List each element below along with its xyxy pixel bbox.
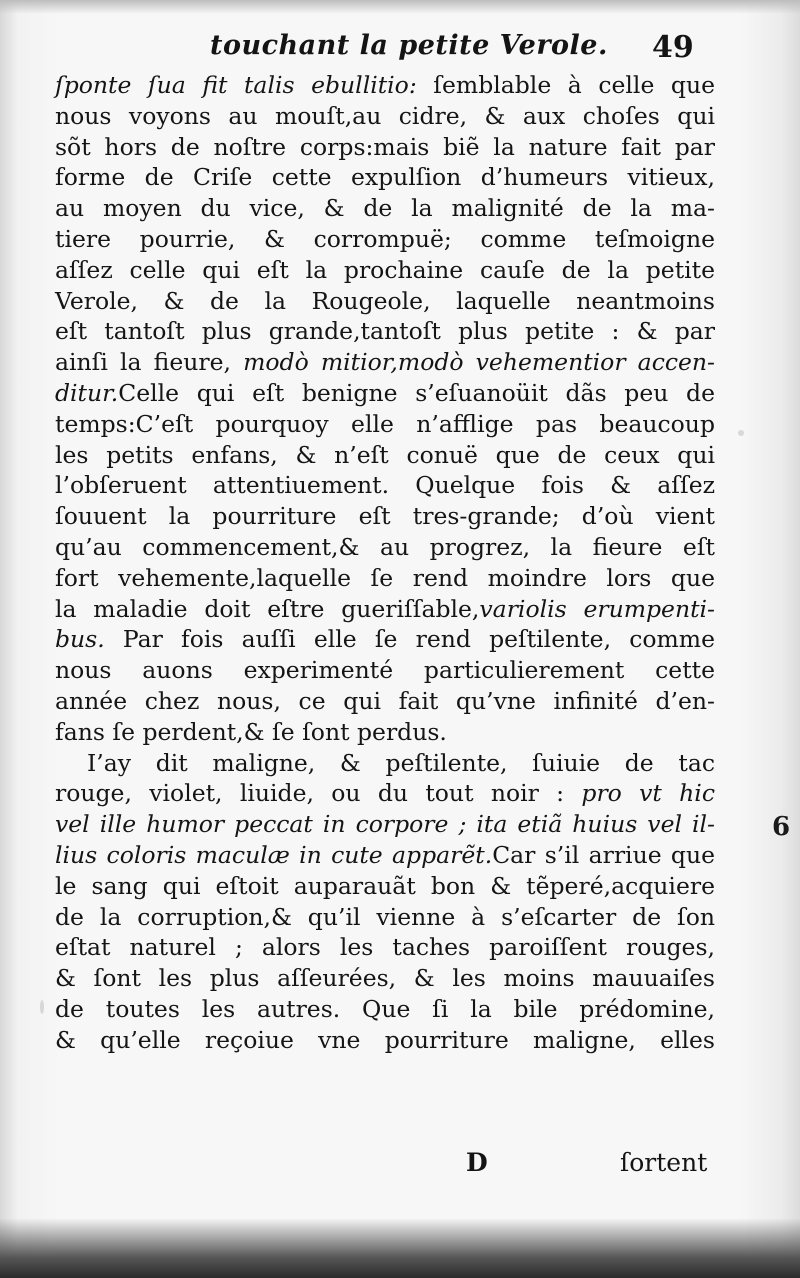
text-line (55, 470, 715, 501)
text-line (55, 347, 715, 378)
french-text: & qu’elle reçoiue vne pourriture maligne, elles (55, 1025, 715, 1054)
french-text: ſemblable à celle que (416, 71, 715, 99)
text-line (55, 778, 715, 809)
french-text: temps:C’eſt pourquoy elle n’afflige pas beaucoup (55, 409, 715, 438)
catchword: ſortent (620, 1148, 708, 1177)
text-line (55, 224, 715, 255)
french-text: sõt hors de noſtre corps:mais biẽ la nature fait par (55, 132, 715, 161)
text-line (55, 378, 715, 409)
text-line (55, 162, 715, 193)
text-line (55, 501, 715, 532)
text-line (55, 440, 715, 471)
page-number: 49 (652, 30, 694, 65)
french-text: eſtat naturel ; alors les taches paroiſſent rouges, (55, 933, 715, 962)
text-line (55, 840, 715, 871)
french-text: eſt tantoſt plus grande,tantoſt plus petite : & par (55, 317, 715, 346)
text-line (55, 563, 715, 594)
text-line (55, 1025, 715, 1056)
latin-italic-text: ditur. (55, 378, 119, 407)
french-text: ainſi la fieure, (55, 348, 244, 377)
text-line (55, 255, 715, 286)
french-text: nous voyons au mouſt,au cidre, & aux choſes qui (55, 101, 715, 130)
latin-italic-text: vel ille humor peccat in corpore ; ita etiã huius vel il- (55, 810, 715, 839)
paper-stain (40, 1000, 44, 1014)
text-line (55, 748, 715, 779)
running-title: touchant la petite Verole. (210, 30, 608, 61)
signature-mark: D (466, 1148, 488, 1177)
text-line (55, 101, 715, 132)
french-text: Car s’il arriue que (492, 840, 716, 869)
text-line (55, 994, 715, 1025)
text-line (55, 286, 715, 317)
footer-line (0, 1148, 800, 1182)
text-line (55, 963, 715, 994)
french-text: le sang qui eſtoit auparauãt bon & tẽperé,acquiere (55, 871, 715, 900)
body-text (55, 70, 715, 1056)
french-text: l’obſeruent attentiuement. Quelque fois & aſſez (55, 471, 715, 500)
text-line (55, 717, 715, 748)
french-text: Celle qui eſt benigne s’eſuanoüit dãs peu de (118, 378, 715, 407)
french-text: de toutes les autres. Que ſi la bile prédomine, (55, 994, 715, 1023)
text-line (55, 686, 715, 717)
latin-italic-text: ſponte ſua fit talis ebullitio: (55, 71, 417, 99)
latin-italic-text: modò mitior,modò vehementior accen- (243, 348, 715, 377)
french-text: & ſont les plus aſſeurées, & les moins mauuaiſes (55, 964, 715, 993)
french-text: fans ſe perdent,& ſe ſont perdus. (55, 717, 447, 746)
french-text: ſouuent la pourriture eſt tres-grande; d’où vient (55, 502, 715, 531)
french-text: tiere pourrie, & corrompuë; comme teſmoigne (55, 224, 715, 253)
latin-italic-text: lius coloris maculæ in cute apparẽt. (55, 840, 493, 869)
latin-italic-text: variolis erumpenti- (479, 594, 715, 623)
text-line (55, 655, 715, 686)
margin-note: 6 (772, 812, 791, 842)
text-line (55, 871, 715, 902)
french-text: fort vehemente,laquelle ſe rend moindre lors que (55, 563, 715, 592)
text-line (55, 624, 715, 655)
latin-italic-text: bus. (55, 625, 105, 654)
french-text: rouge, violet, liuide, ou du tout noir : (55, 779, 582, 808)
french-text: de la corruption,& qu’il vienne à s’eſcarter de ſon (55, 902, 715, 931)
text-line (55, 70, 715, 101)
french-text: nous auons experimenté particulierement cette (55, 656, 715, 685)
french-text: au moyen du vice, & de la malignité de la ma- (55, 194, 715, 223)
french-text: I’ay dit maligne, & peſtilente, ſuiuie de tac (87, 748, 715, 777)
french-text: forme de Criſe cette expulſion d’humeurs vitieux, (55, 163, 715, 192)
latin-italic-text: pro vt hic (581, 779, 715, 808)
paper-stain (738, 430, 744, 436)
text-line (55, 316, 715, 347)
french-text: Par fois auſſi elle ſe rend peſtilente, comme (104, 625, 715, 654)
text-line (55, 532, 715, 563)
text-line (55, 193, 715, 224)
text-line (55, 409, 715, 440)
french-text: la maladie doit eſtre gueriſſable, (55, 594, 480, 623)
text-line (55, 132, 715, 163)
french-text: aſſez celle qui eſt la prochaine cauſe de la petite (55, 255, 715, 284)
text-line (55, 932, 715, 963)
running-head (0, 26, 800, 66)
text-line (55, 809, 715, 840)
text-line (55, 902, 715, 933)
text-line (55, 594, 715, 625)
french-text: qu’au commencement,& au progrez, la fieure eſt (55, 532, 715, 561)
french-text: année chez nous, ce qui fait qu’vne infinité d’en- (55, 686, 715, 715)
french-text: les petits enfans, & n’eſt conuë que de ceux qui (55, 440, 715, 469)
french-text: Verole, & de la Rougeole, laquelle neantmoins (55, 286, 715, 315)
